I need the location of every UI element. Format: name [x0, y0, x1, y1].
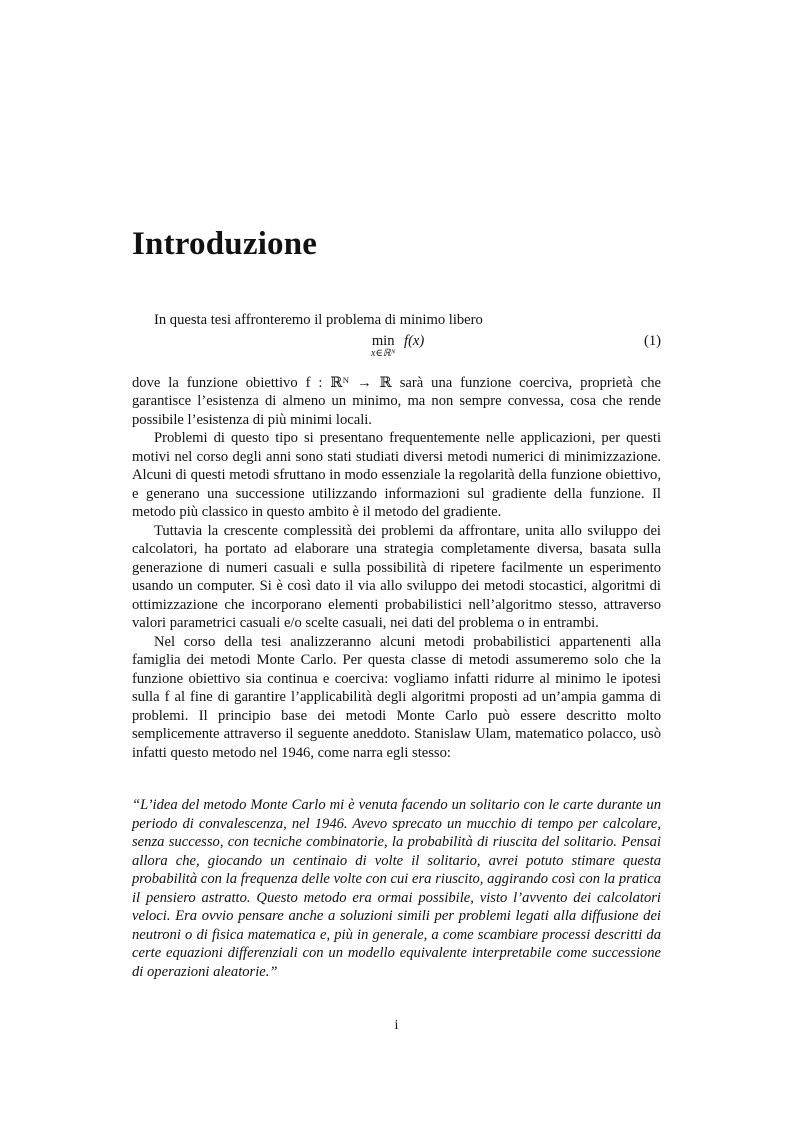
equation-expression — [371, 334, 424, 359]
min-label: min — [371, 332, 395, 349]
equation-min-operator — [371, 334, 395, 359]
min-subscript: x∈ℝᴺ — [371, 347, 396, 359]
paragraph-4: Nel corso della tesi analizzeranno alcuni metodi probabilistici appartenenti alla famiglia dei metodi Monte Carlo. Per questa classe di metodi assumeremo solo che la funzione obiettivo sia continua e coerciva: vogliamo infatti ridurre al minimo le ipotesi sulla f al fine di garantire l’applicabilità degli algoritmi proposti ad un’ampia gamma di problemi. Il principio base dei metodi Monte Carlo può essere descritto molto semplicemente attraverso il seguente aneddoto. Stanislaw Ulam, matematico polacco, usò infatti questo metodo nel 1946, come narra egli stesso: — [132, 633, 661, 761]
document-page — [132, 0, 661, 1123]
ulam-quote: “L’idea del metodo Monte Carlo mi è venuta facendo un solitario con le carte durante un periodo di convalescenza, nel 1946. Avevo sprecato un mucchio di tempo per calcolare, senza successo, con tecniche combinatorie, la probabilità di riuscita del solitario. Pensai allora che, giocando un centinaio di volte il solitario, avrei potuto stimare questa probabilità con la frequenza delle volte con cui era riuscito, aggirando così con la pratica il pensiero astratto. Questo metodo era ormai possibile, visto l’avvento dei calcolatori veloci. Era ovvio pensare anche a soluzioni simili per problemi legati alla diffusione dei neutroni o di fisica matematica e, più in generale, a come scambiare processi descritti da certe equazioni differenziali con un modello equivalente interpretabile come successione di operazioni aleatorie.” — [132, 797, 661, 980]
intro-paragraph: In questa tesi affronteremo il problema di minimo libero — [154, 312, 483, 328]
page-number: i — [394, 1018, 399, 1033]
main-text — [132, 311, 661, 762]
equation-1 — [132, 330, 661, 374]
paragraph-2: Problemi di questo tipo si presentano frequentemente nelle applicazioni, per questi motivi nel corso degli anni sono stati studiati diversi metodi numerici di minimizzazione. Alcuni di questi metodi sfruttano in modo essenziale la regolarità della funzione obiettivo, e generano una successione utilizzando informazioni sul gradiente della funzione. Il metodo più classico in questo ambito è il metodo del gradiente. — [132, 430, 661, 520]
paragraph-1: dove la funzione obiettivo f : ℝᴺ → ℝ sarà una funzione coerciva, proprietà che garantisce l’esistenza di almeno un minimo, ma non sempre convessa, cosa che rende possibile l’esistenza di più minimi locali. — [132, 374, 661, 428]
equation-function: f(x) — [404, 332, 425, 349]
equation-number: (1) — [643, 332, 661, 349]
chapter-title: Introduzione — [132, 226, 318, 262]
paragraph-3: Tuttavia la crescente complessità dei problemi da affrontare, unita allo sviluppo dei calcolatori, ha portato ad elaborare una strategia completamente diversa, basata sulla generazione di numeri casuali e sulla possibilità di ripetere facilmente un esperimento usando un computer. Si è così dato il via allo sviluppo dei metodi stocastici, algoritmi di ottimizzazione che incorporano elementi probabilistici nell’algoritmo stesso, attraverso valori parametrici casuali e/o scelte casuali, nei dati del problema o in entrambi. — [132, 522, 661, 631]
